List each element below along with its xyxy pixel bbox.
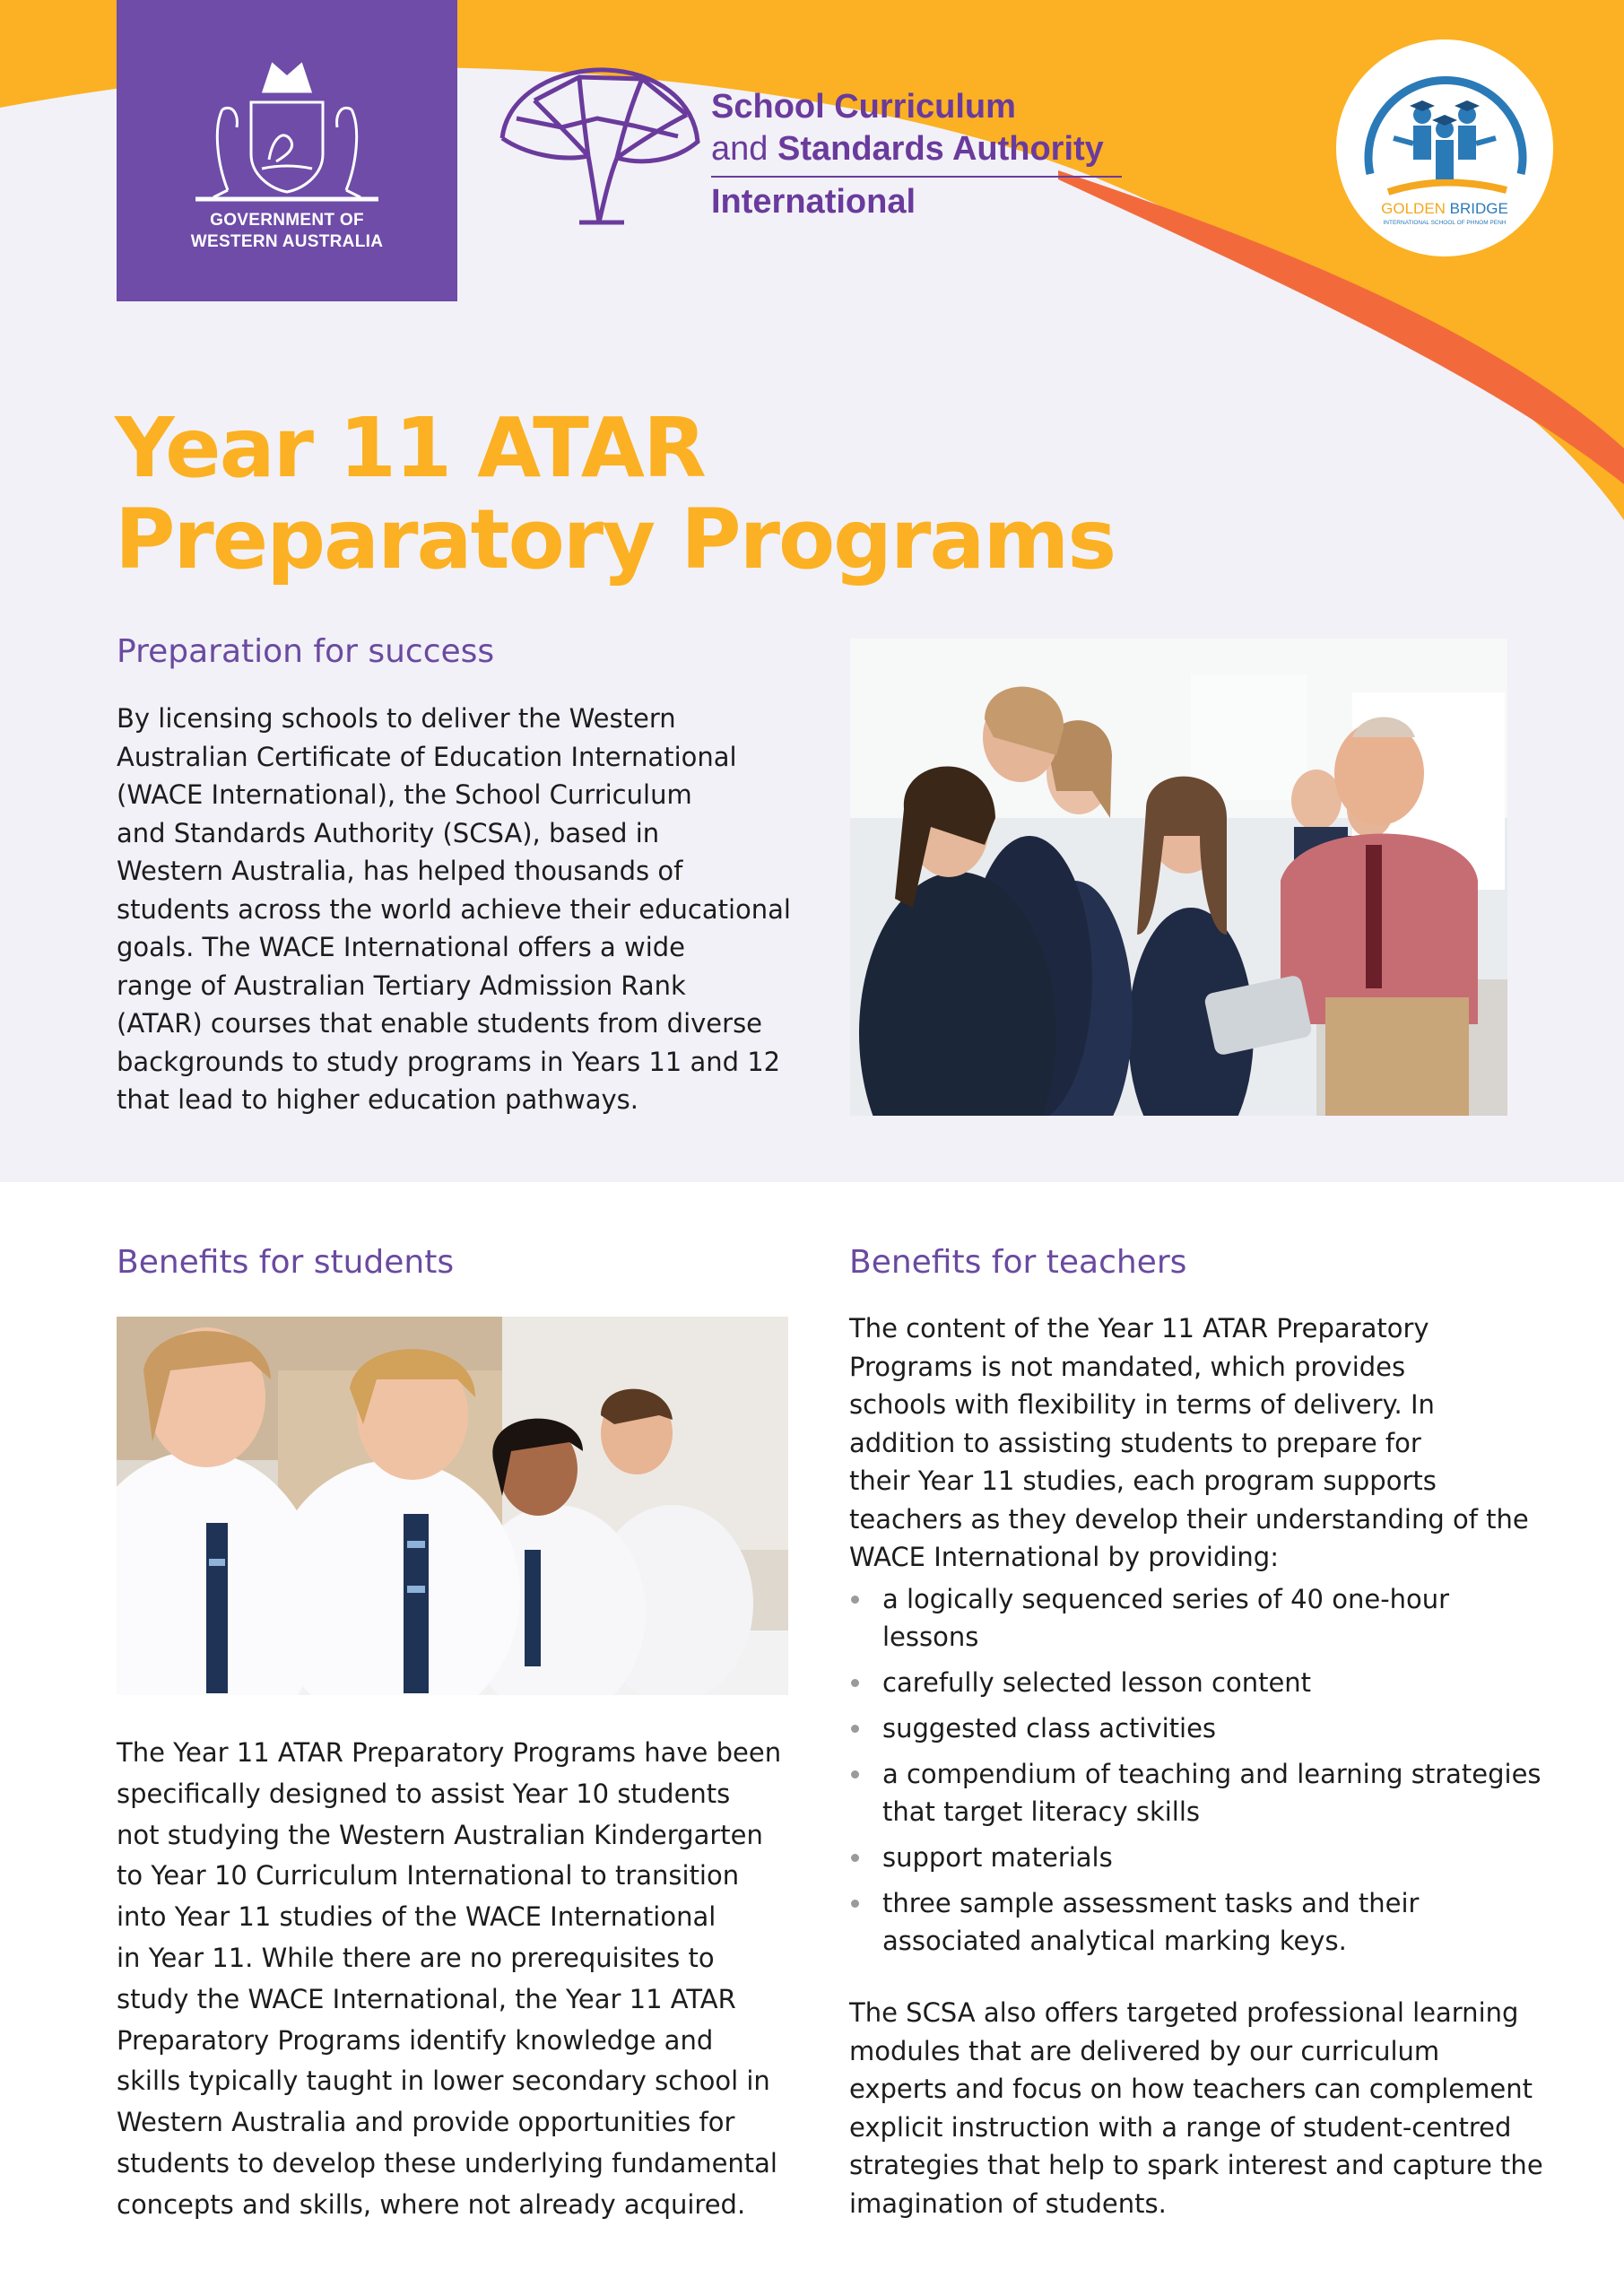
paragraph-line: students to develop these underlying fundamental — [117, 2147, 777, 2179]
students-paragraph — [117, 1733, 781, 2226]
paragraph-line: specifically designed to assist Year 10 students — [117, 1778, 731, 1809]
paragraph-line: imagination of students. — [849, 2187, 1167, 2219]
paragraph-line: Western Australia, has helped thousands of — [117, 856, 683, 886]
list-item — [849, 1664, 1541, 1701]
list-item-line: associated analytical marking keys. — [882, 1926, 1347, 1956]
paragraph-line: experts and focus on how teachers can complement — [849, 2074, 1533, 2104]
graduates-icon — [1394, 100, 1496, 179]
preparation-paragraph — [117, 700, 791, 1119]
paragraph-line: study the WACE International, the Year 11 ATAR — [117, 1983, 736, 2014]
page-title-line-2: Preparatory Programs — [115, 491, 1116, 587]
list-item-line: three sample assessment tasks and their — [882, 1888, 1420, 1918]
golden-bridge-name: GOLDEN BRIDGE — [1381, 200, 1508, 217]
paragraph-line: The SCSA also offers targeted professional learning — [849, 1997, 1519, 2028]
teachers-intro-paragraph — [849, 1309, 1529, 1577]
paragraph-line: Preparatory Programs identify knowledge and — [117, 2024, 714, 2056]
paragraph-line: The content of the Year 11 ATAR Preparatory — [849, 1313, 1429, 1344]
paragraph-line: goals. The WACE International offers a wide — [117, 932, 686, 962]
paragraph-line: teachers as they develop their understanding of the — [849, 1503, 1529, 1535]
paragraph-line: to Year 10 Curriculum International to transition — [117, 1860, 740, 1892]
golden-bridge-tagline: INTERNATIONAL SCHOOL OF PHNOM PENH — [1383, 220, 1507, 226]
paragraph-line: backgrounds to study programs in Years 11 and 12 — [117, 1046, 781, 1077]
bullet-icon — [851, 1679, 859, 1687]
scsa-tree-logo-icon — [499, 65, 701, 228]
government-line-1: GOVERNMENT OF — [210, 211, 364, 230]
teacher-benefits-list — [849, 1580, 1541, 1968]
preparation-heading: Preparation for success — [117, 633, 495, 670]
list-item-line: lessons — [882, 1622, 979, 1652]
coat-of-arms-icon — [187, 56, 387, 203]
paragraph-line: that lead to higher education pathways. — [117, 1084, 638, 1115]
paragraph-line: and Standards Authority (SCSA), based in — [117, 817, 660, 848]
bullet-icon — [851, 1596, 859, 1604]
paragraph-line: (WACE International), the School Curriculum — [117, 779, 692, 810]
paragraph-line: concepts and skills, where not already acquired. — [117, 2188, 746, 2220]
golden-bridge-logo — [1336, 39, 1553, 257]
scsa-name-line-1: School Curriculum — [711, 88, 1016, 126]
paragraph-line: students across the world achieve their educational — [117, 893, 791, 925]
scsa-name-line-3: International — [711, 183, 916, 221]
students-heading: Benefits for students — [117, 1244, 455, 1281]
list-item — [849, 1580, 1541, 1656]
scsa-name-line-2 — [711, 130, 1104, 169]
bullet-icon — [851, 1900, 859, 1908]
teachers-outro-paragraph — [849, 1994, 1543, 2222]
students-in-class-photo — [117, 1317, 788, 1695]
paragraph-line: not studying the Western Australian Kindergarten — [117, 1819, 763, 1850]
paragraph-line: By licensing schools to deliver the Western — [117, 703, 676, 734]
paragraph-line: skills typically taught in lower secondary school in — [117, 2066, 770, 2097]
list-item-line: suggested class activities — [882, 1713, 1217, 1744]
list-item-line: that target literacy skills — [882, 1796, 1201, 1827]
paragraph-line: explicit instruction with a range of student-centred — [849, 2111, 1512, 2143]
list-item — [849, 1709, 1541, 1747]
page-title-line-1: Year 11 ATAR — [115, 400, 705, 496]
government-logo — [117, 0, 457, 301]
list-item-line: a logically sequenced series of 40 one-hour — [882, 1584, 1450, 1614]
paragraph-line: Australian Certificate of Education International — [117, 741, 737, 772]
paragraph-line: schools with flexibility in terms of delivery. In — [849, 1389, 1435, 1420]
list-item-line: support materials — [882, 1842, 1113, 1873]
teachers-heading: Benefits for teachers — [849, 1244, 1187, 1281]
paragraph-line: in Year 11. While there are no prerequisites to — [117, 1942, 715, 1973]
paragraph-line: strategies that help to spark interest and capture the — [849, 2150, 1543, 2180]
bullet-icon — [851, 1854, 859, 1862]
paragraph-line: The Year 11 ATAR Preparatory Programs have been — [117, 1737, 782, 1768]
paragraph-line: Western Australia and provide opportunities for — [117, 2107, 735, 2138]
bullet-icon — [851, 1725, 859, 1733]
list-item — [849, 1755, 1541, 1831]
list-item — [849, 1884, 1541, 1960]
paragraph-line: Programs is not mandated, which provides — [849, 1351, 1406, 1382]
paragraph-line: range of Australian Tertiary Admission Rank — [117, 970, 686, 1001]
list-item-line: a compendium of teaching and learning strategies — [882, 1759, 1541, 1789]
paragraph-line: addition to assisting students to prepare for — [849, 1427, 1421, 1458]
paragraph-line: their Year 11 studies, each program supports — [849, 1465, 1437, 1496]
list-item — [849, 1839, 1541, 1876]
list-item-line: carefully selected lesson content — [882, 1667, 1312, 1698]
scsa-name-line-2-bold: Standards Authority — [777, 130, 1104, 168]
scsa-name-line-2-prefix: and — [711, 130, 769, 168]
teacher-with-students-photo — [850, 639, 1507, 1116]
paragraph-line: modules that are delivered by our curriculum — [849, 2035, 1440, 2066]
government-line-2: WESTERN AUSTRALIA — [190, 232, 384, 251]
paragraph-line: into Year 11 studies of the WACE International — [117, 1901, 716, 1933]
scsa-divider — [711, 176, 1122, 178]
paragraph-line: WACE International by providing: — [849, 1542, 1279, 1572]
paragraph-line: (ATAR) courses that enable students from diverse — [117, 1008, 763, 1039]
bullet-icon — [851, 1770, 859, 1779]
